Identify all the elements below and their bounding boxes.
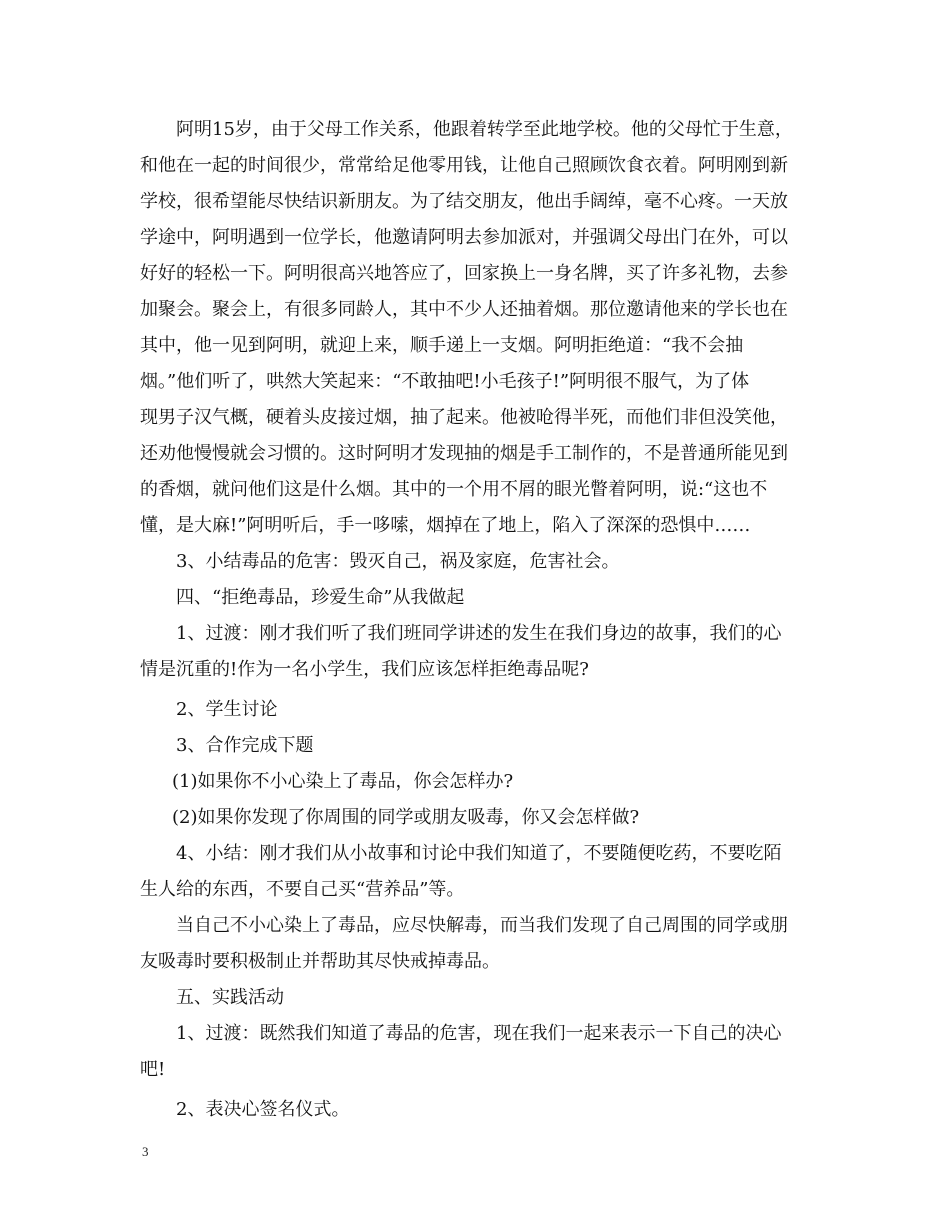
page-number: 3 xyxy=(142,1144,149,1159)
text-line: 学校，很希望能尽快结识新朋友。为了结交朋友，他出手阔绰，毫不心疼。一天放 xyxy=(140,191,788,212)
text-line: 情是沉重的!作为一名小学生，我们应该怎样拒绝毒品呢? xyxy=(140,659,589,680)
text-line: 吧! xyxy=(140,1059,166,1080)
text-line: 现男子汉气概，硬着头皮接过烟，抽了起来。他被呛得半死，而他们非但没笑他， xyxy=(140,407,788,428)
text-line: 烟。”他们听了，哄然大笑起来：“不敢抽吧!小毛孩子!”阿明很不服气，为了体 xyxy=(140,371,750,392)
section-heading: 四、“拒绝毒品，珍爱生命”从我做起 xyxy=(176,587,465,608)
text-line: 加聚会。聚会上，有很多同龄人，其中不少人还抽着烟。那位邀请他来的学长也在 xyxy=(140,299,788,320)
text-line: 懂，是大麻!”阿明听后，手一哆嗦，烟掉在了地上，陷入了深深的恐惧中…… xyxy=(140,515,751,536)
document-body xyxy=(140,112,820,1128)
text-line: 1、过渡：刚才我们听了我们班同学讲述的发生在我们身边的故事，我们的心 xyxy=(176,623,782,644)
text-line: 1、过渡：既然我们知道了毒品的危害，现在我们一起来表示一下自己的决心 xyxy=(176,1023,782,1044)
text-line: 当自己不小心染上了毒品，应尽快解毒，而当我们发现了自己周围的同学或朋 xyxy=(176,915,788,936)
signing-item: 2、表决心签名仪式。 xyxy=(176,1099,350,1120)
text-line: 还劝他慢慢就会习惯的。这时阿明才发现抽的烟是手工制作的，不是普通所能见到 xyxy=(140,443,788,464)
text-line: 生人给的东西，不要自己买“营养品”等。 xyxy=(140,879,465,900)
story-paragraph xyxy=(140,112,820,544)
exercise-item: 3、合作完成下题 xyxy=(176,735,314,756)
transition-item xyxy=(140,1016,820,1088)
transition-item xyxy=(140,616,820,688)
text-line: 阿明15岁，由于父母工作关系，他跟着转学至此地学校。他的父母忙于生意， xyxy=(176,119,793,140)
text-line: 和他在一起的时间很少，常常给足他零用钱，让他自己照顾饮食衣着。阿明刚到新 xyxy=(140,155,788,176)
section-heading: 五、实践活动 xyxy=(176,987,284,1008)
question-item: (2)如果你发现了你周围的同学或朋友吸毒，你又会怎样做? xyxy=(172,807,640,828)
summary-item xyxy=(140,836,820,908)
summary-item: 3、小结毒品的危害：毁灭自己，祸及家庭，危害社会。 xyxy=(176,551,620,572)
text-line: 友吸毒时要积极制止并帮助其尽快戒掉毒品。 xyxy=(140,951,500,972)
question-item: (1)如果你不小心染上了毒品，你会怎样办? xyxy=(172,771,514,792)
text-line: 学途中，阿明遇到一位学长，他邀请阿明去参加派对，并强调父母出门在外，可以 xyxy=(140,227,788,248)
text-line: 的香烟，就问他们这是什么烟。其中的一个用不屑的眼光瞥着阿明，说:“这也不 xyxy=(140,479,768,500)
text-line: 好好的轻松一下。阿明很高兴地答应了，回家换上一身名牌，买了许多礼物，去参 xyxy=(140,263,788,284)
paragraph xyxy=(140,908,820,980)
text-line: 其中，他一见到阿明，就迎上来，顺手递上一支烟。阿明拒绝道：“我不会抽 xyxy=(140,335,744,356)
text-line: 4、小结：刚才我们从小故事和讨论中我们知道了，不要随便吃药，不要吃陌 xyxy=(176,843,782,864)
discussion-item: 2、学生讨论 xyxy=(176,699,278,720)
